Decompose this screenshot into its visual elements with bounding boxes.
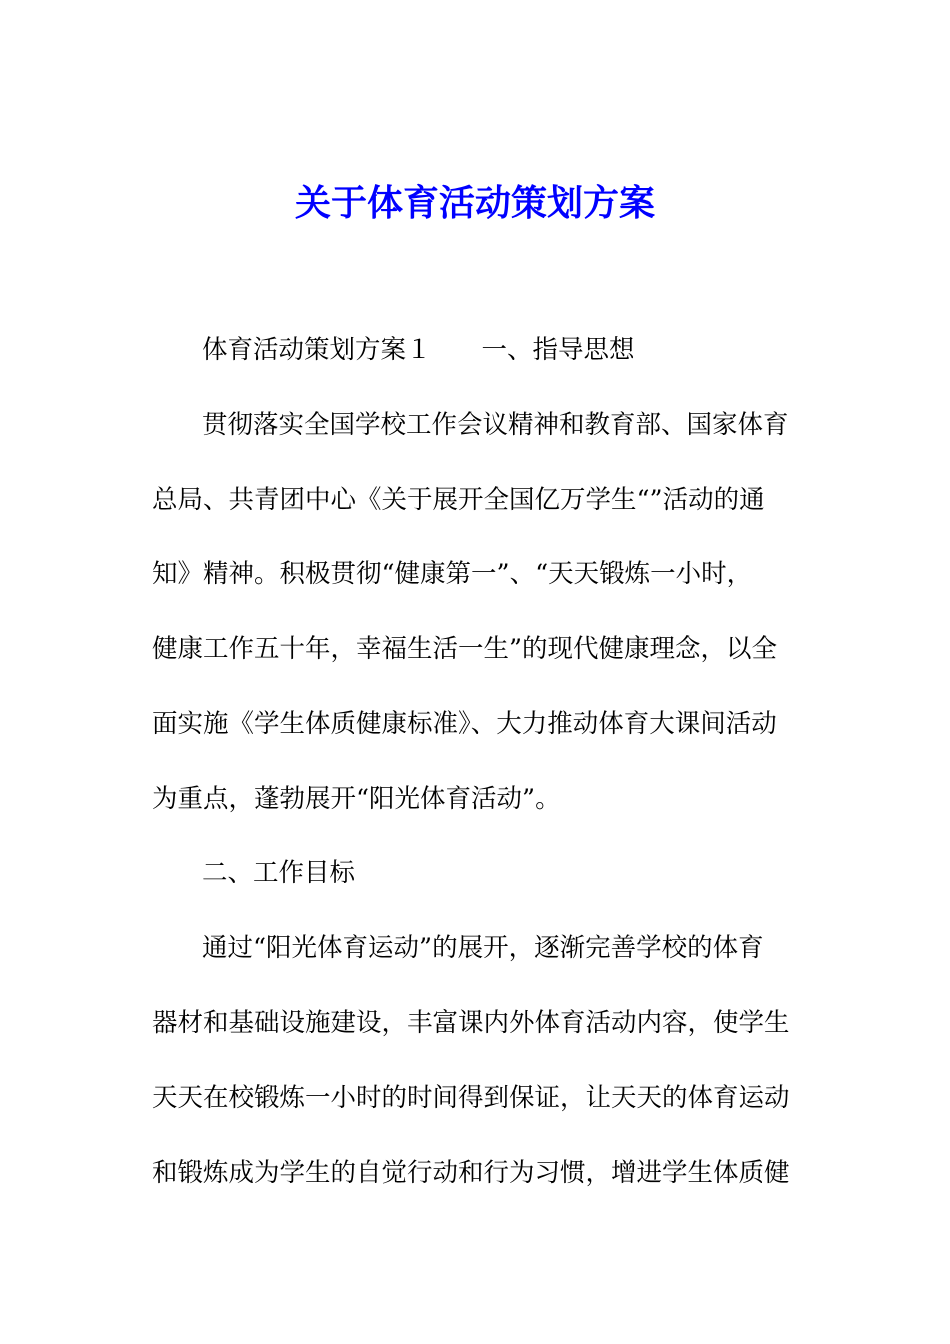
paragraph-line: 和锻炼成为学生的自觉行动和行为习惯，增进学生体质健 [152, 1158, 790, 1188]
heading-line [202, 333, 842, 367]
paragraph-line: 面实施《学生体质健康标准》、大力推动体育大课间活动 [152, 709, 777, 739]
paragraph-line: 通过“阳光体育运动”的展开，逐渐完善学校的体育 [202, 933, 764, 963]
document-title: 关于体育活动策划方案 [294, 182, 655, 224]
paragraph-line: 健康工作五十年，幸福生活一生”的现代健康理念，以全 [152, 634, 778, 664]
paragraph-line: 贯彻落实全国学校工作会议精神和教育部、国家体育 [202, 410, 789, 440]
paragraph-line: 总局、共青团中心《关于展开全国亿万学生“”活动的通 [152, 485, 765, 515]
paragraph-line: 天天在校锻炼一小时的时间得到保证，让天天的体育运动 [152, 1083, 790, 1113]
paragraph-line: 为重点，蓬勃展开“阳光体育活动”。 [152, 784, 561, 814]
section-heading-1: 一、指导思想 [481, 335, 635, 365]
paragraph-line: 知》精神。积极贯彻“健康第一”、“天天锻炼一小时， [152, 559, 753, 589]
section-heading-2: 二、工作目标 [202, 858, 356, 888]
plan-label: 体育活动策划方案１ [202, 335, 432, 365]
paragraph-line: 器材和基础设施建设，丰富课内外体育活动内容，使学生 [152, 1008, 790, 1038]
